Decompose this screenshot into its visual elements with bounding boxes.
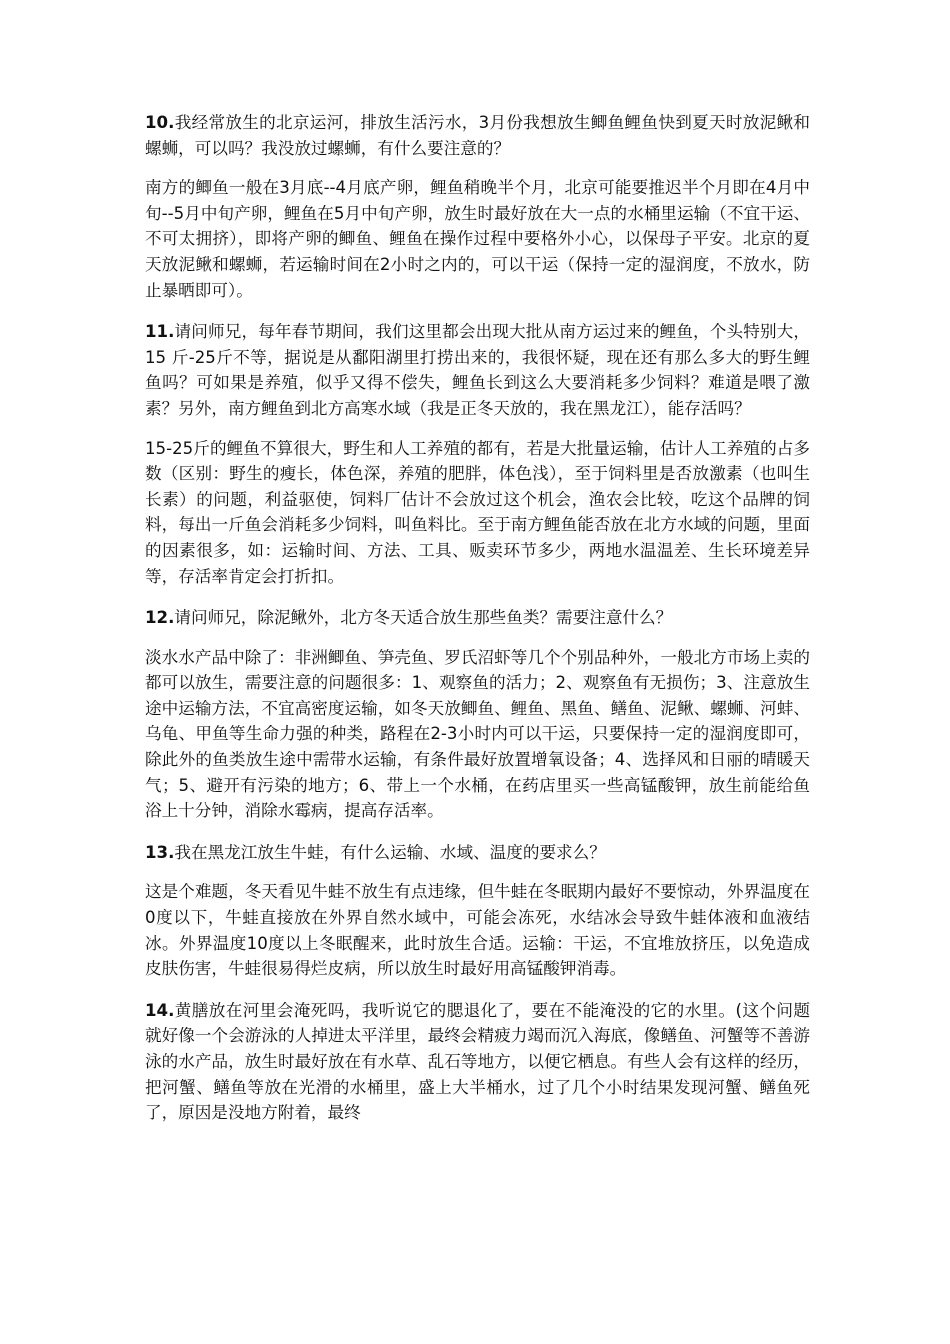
question-number: 13.: [145, 842, 175, 862]
question-14: [145, 998, 810, 1126]
question-text: 黄膳放在河里会淹死吗，我听说它的腮退化了，要在不能淹没的它的水里。(这个问题就好像一个会游泳的人掉进太平洋里，最终会精疲力竭而沉入海底，像鳝鱼、河蟹等不善游泳的水产品，放生时最好放在有水草、乱石等地方，以便它栖息。有些人会有这样的经历，把河蟹、鳝鱼等放在光滑的水桶里，盛上大半桶水，过了几个小时结果发现河蟹、鳝鱼死了，原因是没地方附着，最终: [145, 1000, 810, 1123]
question-13: [145, 840, 810, 866]
question-number: 12.: [145, 608, 175, 628]
question-10: [145, 110, 810, 161]
question-11: [145, 319, 810, 421]
question-text: 我在黑龙江放生牛蛙，有什么运输、水域、温度的要求么？: [174, 842, 606, 862]
answer-10: 南方的鲫鱼一般在3月底--4月底产卵，鲤鱼稍晚半个月，北京可能要推迟半个月即在4月中旬--5月中旬产卵，鲤鱼在5月中旬产卵，放生时最好放在大一点的水桶里运输（不宜干运、不可太拥挤），即将产卵的鲫鱼、鲤鱼在操作过程中要格外小心，以保母子平安。北京的夏天放泥鳅和螺蛳，若运输时间在2小时之内的，可以干运（保持一定的湿润度，不放水，防止暴晒即可）。: [145, 178, 810, 300]
question-12: [145, 605, 810, 631]
answer-12: 淡水水产品中除了：非洲鲫鱼、笋壳鱼、罗氏沼虾等几个个别品种外，一般北方市场上卖的都可以放生，需要注意的问题很多：1、观察鱼的活力；2、观察鱼有无损伤；3、注意放生途中运输方法，不宜高密度运输，如冬天放鲫鱼、鲤鱼、黑鱼、鳝鱼、泥鳅、螺蛳、河蚌、乌龟、甲鱼等生命力强的种类，路程在2-3小时内可以干运，只要保持一定的湿润度即可，除此外的鱼类放生途中需带水运输，有条件最好放置增氧设备；4、选择风和日丽的晴暖天气；5、避开有污染的地方；6、带上一个水桶，在药店里买一些高锰酸钾，放生前能给鱼浴上十分钟，消除水霉病，提高存活率。: [145, 647, 810, 821]
question-number: 10.: [145, 113, 175, 132]
question-number: 14.: [145, 1000, 175, 1020]
document-page: [145, 110, 810, 1140]
question-text: 请问师兄，每年春节期间，我们这里都会出现大批从南方运过来的鲤鱼，个头特别大，15 斤-25斤不等，据说是从鄱阳湖里打捞出来的，我很怀疑，现在还有那么多大的野生鲤鱼吗？可如果是养殖，似乎又得不偿失，鲤鱼长到这么大要消耗多少饲料？难道是喂了激素？另外，南方鲤鱼到北方高寒水域（我是正冬天放的，我在黑龙江），能存活吗？: [145, 322, 810, 418]
question-number: 11.: [145, 322, 175, 342]
question-text: 请问师兄，除泥鳅外，北方冬天适合放生那些鱼类？需要注意什么？: [174, 608, 673, 628]
question-text: 我经常放生的北京运河，排放生活污水，3月份我想放生鲫鱼鲤鱼快到夏天时放泥鳅和螺蛳，可以吗？我没放过螺蛳，有什么要注意的？: [145, 113, 810, 158]
answer-13: 这是个难题，冬天看见牛蛙不放生有点违缘，但牛蛙在冬眠期内最好不要惊动，外界温度在0度以下，牛蛙直接放在外界自然水域中，可能会冻死，水结冰会导致牛蛙体液和血液结冰。外界温度10度以上冬眠醒来，此时放生合适。运输：干运，不宜堆放挤压，以免造成皮肤伤害，牛蛙很易得烂皮病，所以放生时最好用高锰酸钾消毒。: [145, 882, 810, 979]
answer-11: 15-25斤的鲤鱼不算很大，野生和人工养殖的都有，若是大批量运输，估计人工养殖的占多数（区别：野生的瘦长，体色深，养殖的肥胖，体色浅），至于饲料里是否放激素（也叫生长素）的问题，利益驱使，饲料厂估计不会放过这个机会，渔农会比较，吃这个品牌的饲料，每出一斤鱼会消耗多少饲料，叫鱼料比。至于南方鲤鱼能否放在北方水域的问题，里面的因素很多，如：运输时间、方法、工具、贩卖环节多少，两地水温温差、生长环境差异等，存活率肯定会打折扣。: [145, 438, 810, 586]
